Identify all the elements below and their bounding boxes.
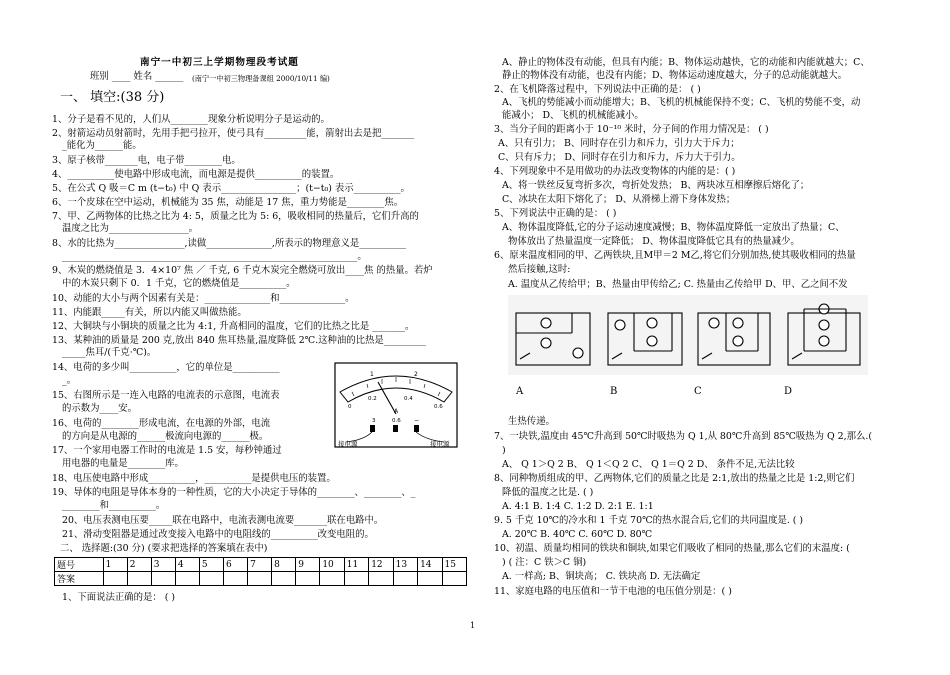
question-14: 14、电荷的多少叫__________，它的单位是__________ [52, 362, 280, 373]
answer-cell[interactable] [320, 572, 344, 586]
answer-cell[interactable] [151, 572, 175, 586]
answer-cell[interactable] [296, 572, 320, 586]
answer-cell[interactable] [103, 572, 127, 586]
answer-cell[interactable] [248, 572, 272, 586]
mc-question-10: 10、初温、质量均相同的铁块和铜块,如果它们吸收了相同的热量,那么它们的末温度: ( [494, 543, 850, 554]
mc2-options-1: A、飞机的势能减小而动能增大；B、飞机的机械能保持不变；C、飞机的势能不变，动 [502, 97, 861, 108]
question-13: 13、某种油的质量是 200 克,放出 840 焦耳热量,温度降低 2℃.这种油的比热是_________ [52, 335, 426, 346]
question-15-cont: 的示数为____安。 [62, 403, 138, 414]
mc-question-7-paren: ) [502, 445, 506, 456]
scale-bottom-02: 0.2 [368, 396, 377, 402]
section-multiple-choice: 二、 选择题:(30 分) (要求把选择的答案填在表中) [60, 543, 268, 554]
question-1: 1、分子是看不见的，人们从________现象分析说明分子是运动的。 [52, 114, 330, 125]
question-13-cont: _____焦耳/(千克·℃)。 [62, 347, 157, 358]
terminal-06 [393, 425, 398, 432]
table-num-3: 3 [151, 558, 175, 572]
circuit-diagrams [508, 295, 868, 375]
mc-question-1: 1、下面说法正确的是： ( ) [62, 592, 175, 603]
mc3-options-2: C、只有斥力； D、同时存在引力和斥力，斥力大于引力。 [498, 152, 741, 163]
mc6-options-cont: 生热传递。 [508, 416, 555, 427]
question-10: 10、动能的大小与两个因素有关是：______________和______________。 [52, 293, 355, 304]
table-header-label: 题号 [55, 558, 104, 572]
mc-question-10-note: ) ( 注：C 铁＞C 铜) [502, 557, 587, 568]
answer-cell[interactable] [199, 572, 223, 586]
question-4: 4、__________使电路中形成电流，而电源是提供__________的装置。 [52, 169, 340, 180]
mc5-options-1: A、物体温度降低,它的分子运动速度减慢；B、物体温度降低一定放出了热量；C、 [502, 222, 845, 233]
question-17: 17、一个家用电器工作时的电流是 1.5 安，每秒钟通过 [52, 445, 282, 456]
ammeter-figure [334, 362, 458, 448]
question-5: 5、在公式 Q 吸＝C m (t−t₀) 中 Q 表示________________；(t−t₀) 表示__________。 [52, 183, 410, 194]
mc7-options: A、 Q 1＞Q 2 B、 Q 1＜Q 2 C、 Q 1＝Q 2 D、 条件不足,无法比较 [502, 459, 795, 470]
question-15: 15、右图所示是一连入电路的电流表的示意图，电流表 [52, 390, 280, 401]
question-7-cont: 温度之比为_________________。 [62, 223, 198, 234]
question-8-cont: _______________________________________________________________。 [62, 251, 367, 262]
question-19-cont: ________和__________。 [62, 500, 166, 511]
mc1-option-ab: A、静止的物体没有动能，但具有内能；B、物体运动越快，它的动能和内能就越大；C、 [502, 57, 870, 68]
terminal-3 [370, 425, 375, 432]
table-num-7: 7 [248, 558, 272, 572]
scale-bottom-06: 0.6 [434, 404, 443, 410]
terminal-label-minus: − [414, 417, 420, 424]
question-16-cont: 的方向是从电源的______极流向电源的______极。 [62, 431, 269, 442]
question-7: 7、甲、乙两物体的比热之比为 4: 5，质量之比为 5: 6，吸收相同的热量后，它们升高的 [52, 211, 419, 222]
wire-label-right: 接电源 [430, 440, 450, 448]
question-19: 19、导体的电阻是导体本身的一种性质，它的大小决定于导体的________、________、_ [52, 487, 416, 498]
mc4-options-2: C、冰块在太阳下熔化了； D、从滑梯上滑下身体发热； [502, 194, 736, 205]
terminal-minus [414, 425, 419, 432]
question-14-cont: _。 [62, 375, 77, 386]
mc-question-11: 11、家庭电路的电压值和一节干电池的电压值分别是：( ) [494, 586, 732, 597]
author-note: (南宁一中初三物理备课组 2000/10/11 编) [192, 74, 330, 83]
mc-question-7: 7、一块铁,温度由 45℃升高到 50℃时吸热为 Q 1,从 80℃升高到 85℃吸热为 Q 2,那么.( [494, 431, 872, 442]
question-20: 20、电压表测电压要_____联在电路中，电流表测电流要_______联在电路中。 [62, 515, 384, 526]
mc-question-3: 3、当分子间的距离小于 10⁻¹⁰ 米时，分子间的作用力情况是： ( ) [494, 124, 769, 135]
answer-cell[interactable] [175, 572, 199, 586]
circuit-label-c: C [694, 386, 702, 397]
question-9: 9、木炭的燃烧值是 3．4×10⁷ 焦 ／ 千克, 6 千克木炭完全燃烧可放出____焦 的热量。若炉 [52, 265, 433, 276]
question-9-cont: 中的木炭只剩下 0．1 千克，它的燃烧值是__________。 [62, 278, 296, 289]
section-fill-blank: 一、 填空:(38 分) [60, 90, 165, 105]
table-num-5: 5 [199, 558, 223, 572]
scale-bottom-04: 0.4 [404, 396, 413, 402]
answer-table [54, 557, 467, 586]
mc-question-2: 2、在飞机降落过程中，下列说法中正确的是： ( ) [494, 84, 701, 95]
answer-cell[interactable] [393, 572, 417, 586]
terminal-label-3: 3 [372, 418, 376, 424]
mc-question-6: 6、原来温度相同的甲、乙两铁块,且M甲＝2 M乙,将它们分别加热,使其吸收相同的热量 [494, 250, 856, 261]
question-6: 6、一个皮球在空中运动，机械能为 35 焦，动能是 17 焦，重力势能是________焦。 [52, 197, 404, 208]
table-num-9: 9 [296, 558, 320, 572]
mc-question-5: 5、下列说法中正确的是： ( ) [494, 208, 617, 219]
mc5-options-2: 物体放出了热量温度一定降低； D、物体温度降低它具有的热量减少。 [508, 236, 800, 247]
table-answer-label: 答案 [55, 572, 104, 586]
mc-question-8-cont: 降低的温度之比是. ( ) [502, 487, 594, 498]
table-num-13: 13 [393, 558, 417, 572]
terminal-label-06: 0.6 [392, 418, 401, 424]
mc2-options-2: 能减小； D、飞机的机械能减小。 [502, 110, 644, 121]
mc8-options: A. 4:1 B. 1:4 C. 1:2 D. 2:1 E. 1:1 [502, 501, 654, 512]
scale-bottom-0: 0 [348, 404, 352, 410]
table-num-2: 2 [127, 558, 151, 572]
exam-title: 南宁一中初三上学期物理段考试题 [140, 57, 299, 68]
answer-cell[interactable] [442, 572, 467, 586]
table-num-11: 11 [344, 558, 368, 572]
answer-cell[interactable] [224, 572, 248, 586]
table-num-1: 1 [103, 558, 127, 572]
question-21: 21、滑动变阻器是通过改变接入电路中的电阻线的__________改变电阻的。 [62, 529, 374, 540]
question-12: 12、大铜块与小铜块的质量之比为 4:1, 升高相同的温度，它们的比热之比是 _______。 [52, 321, 415, 332]
answer-cell[interactable] [127, 572, 151, 586]
answer-table-answer-row [55, 572, 467, 586]
table-num-4: 4 [175, 558, 199, 572]
question-8: 8、水的比热为_______________,读做______________,所表示的物理意义是__________ [52, 238, 407, 249]
answer-table-header-row [55, 558, 467, 572]
question-11: 11、内能跟_____有关，所以内能又叫做热能。 [52, 307, 247, 318]
table-num-6: 6 [224, 558, 248, 572]
question-18: 18、电压使电路中形成__________，__________是提供电压的装置。 [52, 473, 336, 484]
question-17-cont: 用电器的电量是________库。 [62, 458, 184, 469]
page-number: 1 [470, 621, 476, 630]
scale-top-2: 2 [414, 371, 418, 378]
question-2: 2、射箭运动员射箭时，先用手把弓拉开，使弓具有_________能，箭射出去是把_______ [52, 128, 415, 139]
mc3-options-1: A、只有引力； B、同时存在引力和斥力，引力大于斥力； [498, 138, 740, 149]
circuit-label-d: D [784, 386, 793, 397]
table-num-15: 15 [442, 558, 467, 572]
circuit-label-a: A [516, 386, 524, 397]
table-num-14: 14 [418, 558, 442, 572]
question-2-cont: _能化为______能。 [62, 140, 142, 151]
mc-question-9: 9. 5 千克 10℃的冷水和 1 千克 70℃的热水混合后,它们的共同温度是. ( ) [494, 515, 804, 526]
answer-cell[interactable] [418, 572, 442, 586]
answer-cell[interactable] [344, 572, 368, 586]
answer-cell[interactable] [272, 572, 296, 586]
mc6-options: A. 温度从乙传给甲；B、热量由甲传给乙; C. 热量由乙传给甲 D、甲、乙之间不发 [508, 279, 848, 290]
mc1-option-cd: 静止的物体没有动能，也没有内能；D、物体运动速度越大，分子的总动能就越大。 [502, 70, 848, 81]
mc9-options: A. 20℃ B. 40℃ C. 60℃ D. 80℃ [502, 529, 653, 540]
answer-cell[interactable] [369, 572, 393, 586]
mc4-options-1: A、将一铁丝反复弯折多次，弯折处发热； B、两块冰互相摩擦后熔化了； [502, 180, 810, 191]
circuit-label-b: B [610, 386, 618, 397]
mc-question-4: 4、下列现象中不是用做功的办法改变物体的内能的是：( ) [494, 166, 736, 177]
table-num-10: 10 [320, 558, 344, 572]
question-16: 16、电荷的________形成电流，在电源的外部，电流 [52, 418, 271, 429]
scale-top-1: 1 [370, 371, 374, 378]
class-name-line: 班别 ____ 姓名 ______ [90, 71, 184, 82]
mc-question-6-cont: 然后接触,这时: [508, 264, 571, 275]
meter-unit: A [394, 408, 399, 415]
table-num-8: 8 [272, 558, 296, 572]
question-3: 3、原子核带_______电，电子带________电。 [52, 155, 241, 166]
wire-label-left: 接电源 [338, 440, 358, 448]
mc10-options: A. 一样高; B、铜块高； C. 铁块高 D. 无法确定 [502, 571, 701, 582]
mc-question-8: 8、同种物质组成的甲、乙两物体,它们的质量之比是 2:1,放出的热量之比是 1:2,则它们 [494, 473, 855, 484]
table-num-12: 12 [369, 558, 393, 572]
